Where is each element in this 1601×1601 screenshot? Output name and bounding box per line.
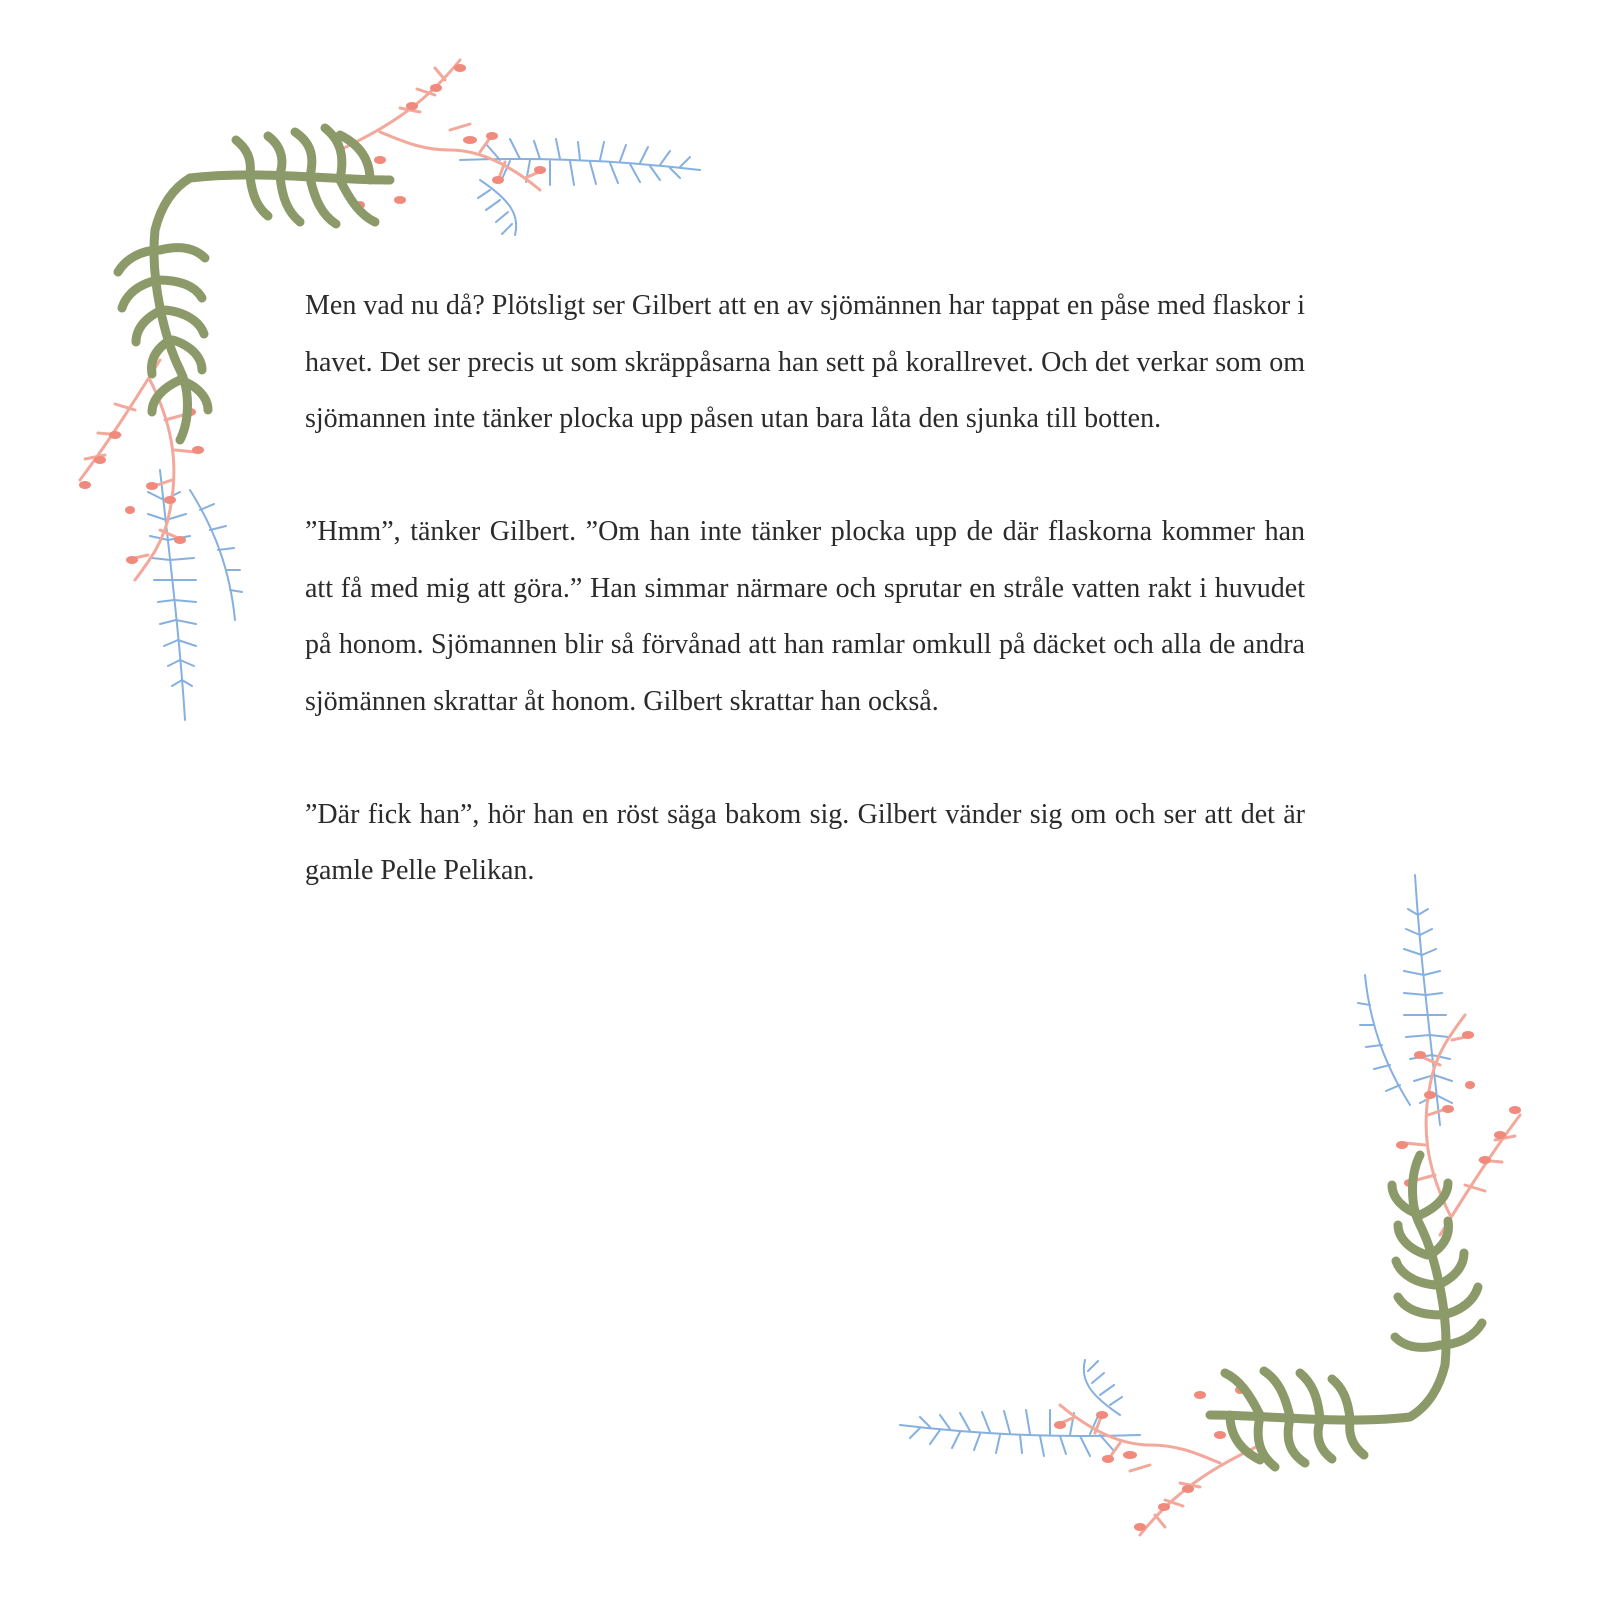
story-paragraph: ”Där fick han”, hör han en röst säga bakom sig. Gilbert vänder sig om och ser att det är gamle Pelle Pelikan. <box>305 798 1305 886</box>
story-text <box>305 278 1305 956</box>
story-paragraph: Men vad nu då? Plötsligt ser Gilbert att en av sjömännen har tappat en påse med flaskor i havet. Det ser precis ut som skräppåsarna han sett på korallrevet. Och det verkar som om sjömannen inte tänker plocka upp påsen utan bara låta den sjunka till botten. <box>305 290 1305 434</box>
story-paragraph: ”Hmm”, tänker Gilbert. ”Om han inte tänker plocka upp de där flaskorna kommer han att få med mig att göra.” Han simmar närmare och sprutar en stråle vatten rakt i huvudet på honom. Sjömannen blir så förvånad att han ramlar omkull på däcket och alla de andra sjömännen skrattar åt honom. Gilbert skrattar han också. <box>305 516 1305 717</box>
seaweed-ornament-bottom-right <box>870 855 1560 1555</box>
